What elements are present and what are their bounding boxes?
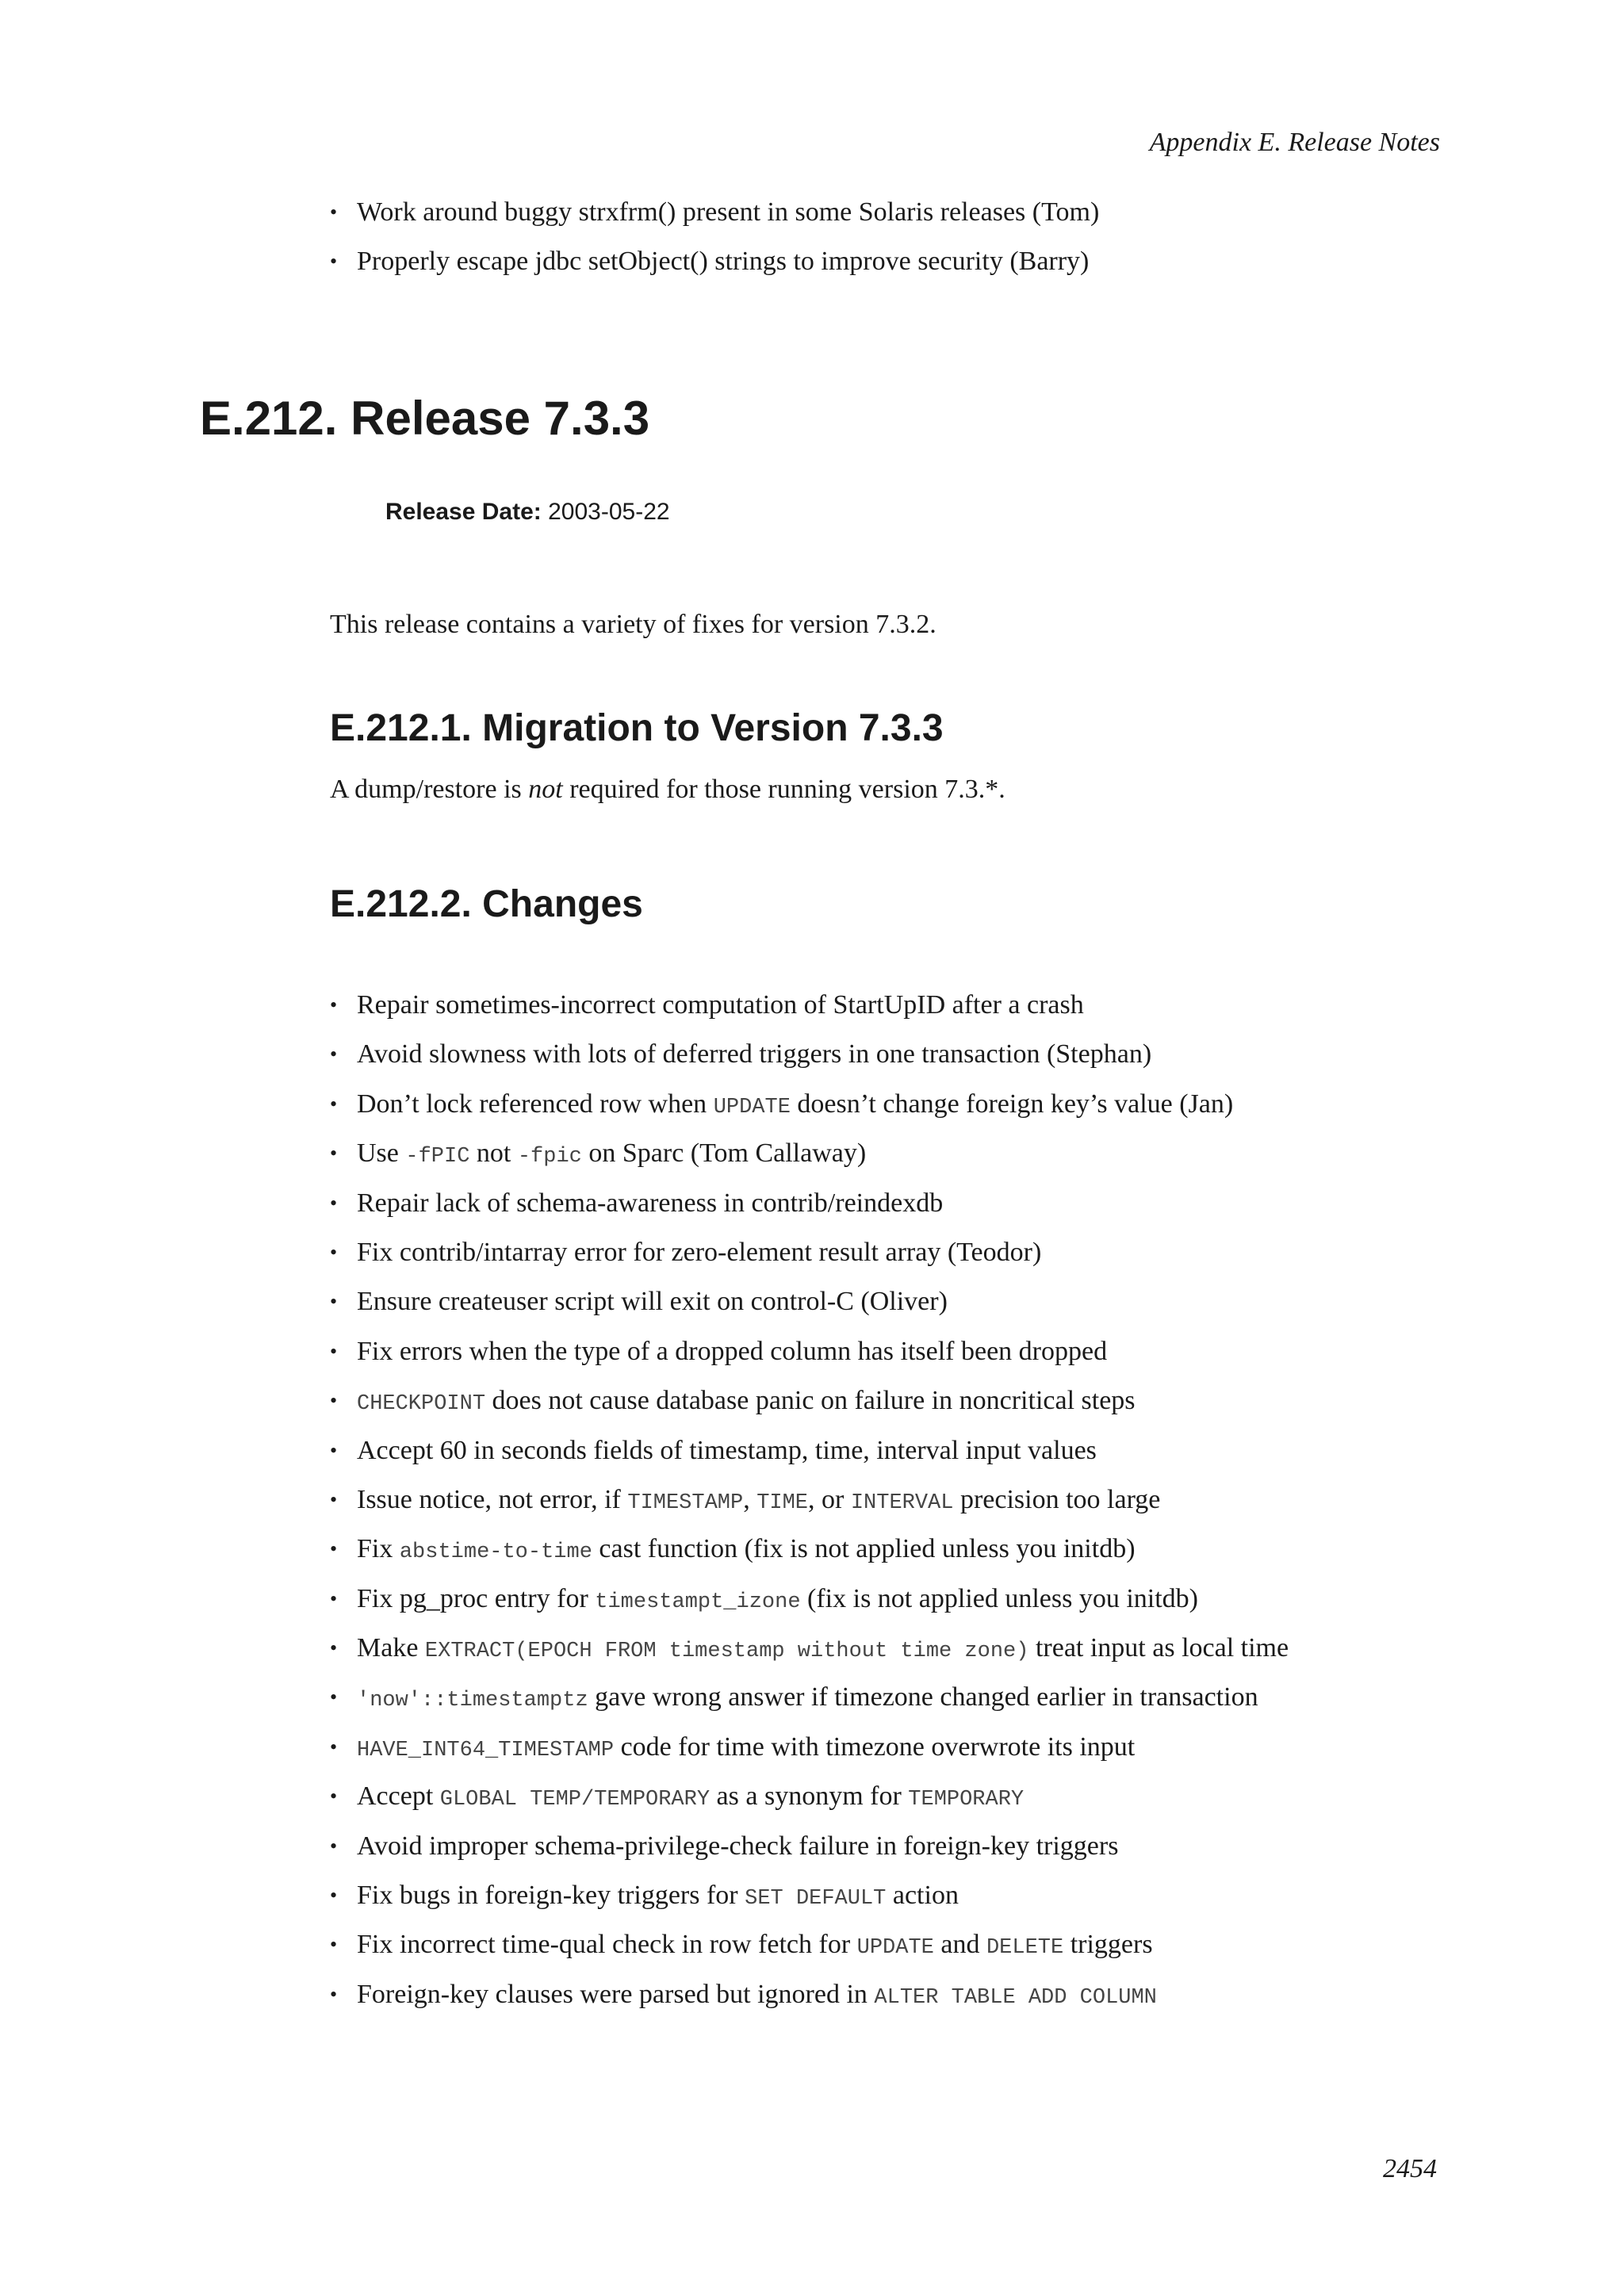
section-title: E.212. Release 7.3.3 xyxy=(200,392,650,445)
change-item xyxy=(327,1781,1289,1812)
change-text: as a synonym for xyxy=(710,1781,909,1812)
migration-text xyxy=(330,774,1005,806)
change-text: Fix bugs in foreign-key triggers for xyxy=(357,1881,745,1911)
code-literal: -fpic xyxy=(517,1145,582,1169)
change-text: , or xyxy=(808,1484,851,1514)
change-text: Foreign-key clauses were parsed but ignored in xyxy=(357,1979,875,2009)
change-text: Avoid slowness with lots of deferred triggers in one transaction (Stephan) xyxy=(357,1039,1152,1070)
code-literal: TIME xyxy=(756,1490,809,1515)
change-item xyxy=(327,1385,1289,1417)
change-item xyxy=(327,1039,1289,1070)
change-item xyxy=(327,1237,1289,1269)
change-item xyxy=(327,989,1289,1021)
code-literal: DELETE xyxy=(986,1936,1064,1961)
code-literal: EXTRACT(EPOCH FROM timestamp without time zone) xyxy=(424,1640,1029,1664)
change-item xyxy=(327,1831,1289,1862)
code-literal: 'now'::timestamptz xyxy=(357,1689,588,1713)
code-literal: abstime-to-time xyxy=(399,1540,592,1565)
release-intro: This release contains a variety of fixes for version 7.3.2. xyxy=(330,610,936,639)
code-literal: UPDATE xyxy=(856,1936,934,1961)
change-item xyxy=(327,1880,1289,1911)
change-item xyxy=(327,1286,1289,1318)
change-text: not xyxy=(469,1138,518,1169)
change-item xyxy=(327,1632,1289,1664)
release-date-label: Release Date: xyxy=(385,499,542,525)
change-item xyxy=(327,1336,1289,1368)
change-text: Fix incorrect time-qual check in row fetch for xyxy=(357,1930,857,1960)
change-text: Accept 60 in seconds fields of timestamp, time, interval input values xyxy=(357,1435,1097,1465)
change-item xyxy=(327,1583,1289,1615)
change-text: action xyxy=(886,1881,959,1911)
change-text: Avoid improper schema-privilege-check failure in foreign-key triggers xyxy=(357,1831,1119,1861)
release-date-value: 2003-05-22 xyxy=(548,499,670,525)
code-literal: UPDATE xyxy=(713,1095,791,1119)
change-text: and xyxy=(933,1930,986,1960)
list-item: • Properly escape jdbc setObject() strings to improve security (Barry) xyxy=(327,246,1099,277)
migration-emphasis: not xyxy=(528,775,563,804)
change-text: Ensure createuser script will exit on control-C (Oliver) xyxy=(357,1287,948,1317)
change-text: precision too large xyxy=(953,1484,1161,1514)
change-item xyxy=(327,1089,1289,1120)
change-text: gave wrong answer if timezone changed earlier in transaction xyxy=(588,1682,1258,1712)
change-text: code for time with timezone overwrote its input xyxy=(614,1732,1136,1762)
changes-list xyxy=(327,989,1289,2011)
change-item xyxy=(327,1188,1289,1219)
change-item xyxy=(327,1929,1289,1961)
change-text: , xyxy=(743,1484,757,1514)
change-text: treat input as local time xyxy=(1028,1633,1289,1663)
migration-text-part: A dump/restore is xyxy=(330,775,529,804)
change-text: Use xyxy=(357,1138,406,1169)
change-item xyxy=(327,1484,1289,1516)
change-item xyxy=(327,1682,1289,1713)
change-text: does not cause database panic on failure in noncritical steps xyxy=(485,1386,1136,1416)
change-text: Fix contrib/intarray error for zero-element result array (Teodor) xyxy=(357,1237,1042,1267)
release-date xyxy=(385,498,670,526)
change-text: Make xyxy=(357,1633,425,1663)
code-literal: HAVE_INT64_TIMESTAMP xyxy=(357,1738,615,1762)
change-text: doesn’t change foreign key’s value (Jan) xyxy=(790,1089,1234,1119)
migration-text-part: required for those running version 7.3.*. xyxy=(562,775,1005,804)
code-literal: TIMESTAMP xyxy=(627,1490,744,1515)
change-text: triggers xyxy=(1063,1930,1153,1960)
change-item xyxy=(327,1732,1289,1763)
code-literal: timestampt_izone xyxy=(595,1590,801,1614)
change-text: Fix pg_proc entry for xyxy=(357,1583,596,1613)
change-item xyxy=(327,1533,1289,1565)
code-literal: -fPIC xyxy=(405,1145,470,1169)
list-item: • Work around buggy strxfrm() present in some Solaris releases (Tom) xyxy=(327,197,1099,228)
page-number: 2454 xyxy=(1383,2154,1437,2183)
migration-heading: E.212.1. Migration to Version 7.3.3 xyxy=(330,707,944,749)
change-text: Fix xyxy=(357,1534,400,1564)
code-literal: TEMPORARY xyxy=(908,1788,1025,1812)
code-literal: SET DEFAULT xyxy=(745,1887,887,1911)
continued-bullet-list xyxy=(327,197,1099,277)
change-item xyxy=(327,1138,1289,1169)
running-header: Appendix E. Release Notes xyxy=(1149,128,1440,157)
code-literal: INTERVAL xyxy=(850,1490,954,1515)
change-text: Repair sometimes-incorrect computation of StartUpID after a crash xyxy=(357,990,1084,1020)
change-item xyxy=(327,1435,1289,1467)
change-text: Repair lack of schema-awareness in contrib/reindexdb xyxy=(357,1188,944,1218)
change-text: on Sparc (Tom Callaway) xyxy=(581,1138,867,1169)
change-text: (fix is not applied unless you initdb) xyxy=(800,1583,1198,1613)
code-literal: CHECKPOINT xyxy=(357,1392,486,1417)
change-text: Accept xyxy=(357,1781,440,1812)
change-item xyxy=(327,1979,1289,2011)
change-text: Issue notice, not error, if xyxy=(357,1484,628,1514)
code-literal: GLOBAL TEMP/TEMPORARY xyxy=(439,1788,710,1812)
change-text: cast function (fix is not applied unless you initdb) xyxy=(592,1534,1136,1564)
changes-heading: E.212.2. Changes xyxy=(330,883,643,925)
change-text: Don’t lock referenced row when xyxy=(357,1089,714,1119)
code-literal: ALTER TABLE ADD COLUMN xyxy=(874,1985,1157,2010)
change-text: Fix errors when the type of a dropped column has itself been dropped xyxy=(357,1336,1108,1366)
